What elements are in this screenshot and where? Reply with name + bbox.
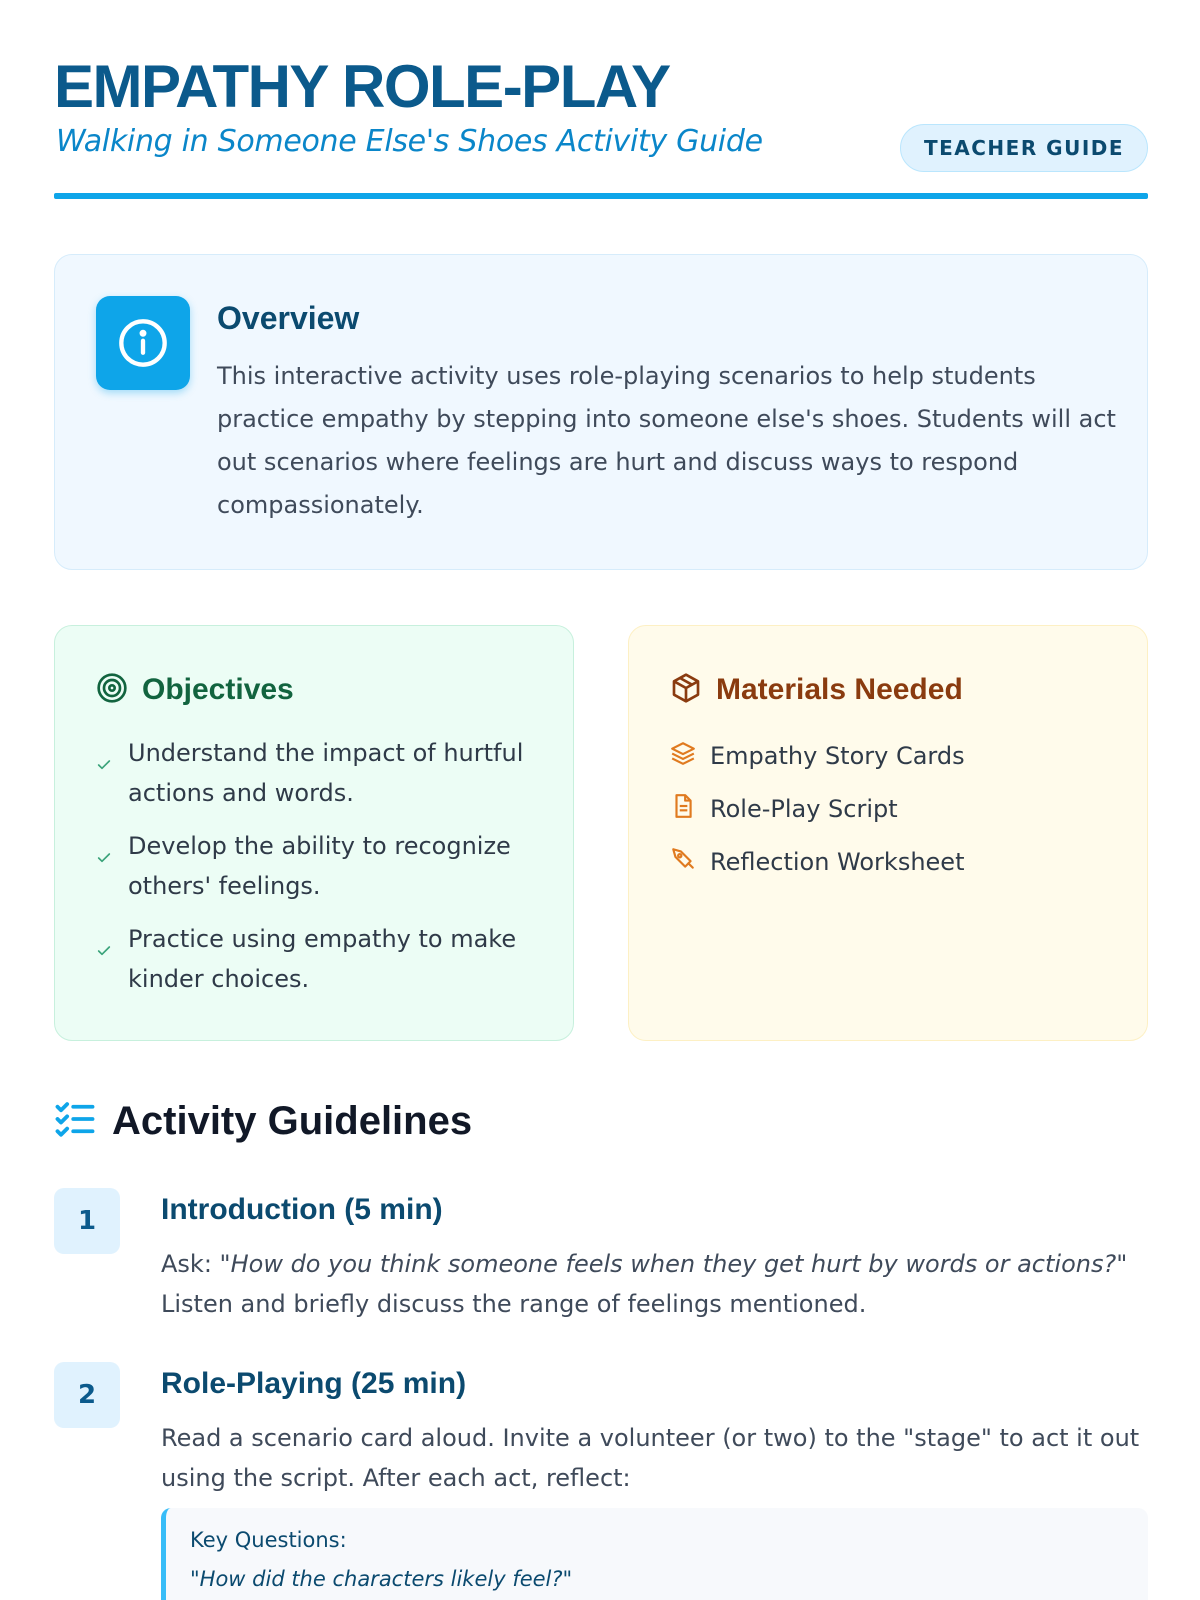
objectives-header	[96, 672, 294, 708]
step-number: 2	[54, 1362, 120, 1428]
document-icon	[670, 793, 696, 825]
step-text: Read a scenario card aloud. Invite a volunteer (or two) to the "stage" to act it out using the script. After each act, reflect:	[161, 1424, 1140, 1492]
pen-tool-icon	[670, 846, 696, 878]
materials-card	[628, 625, 1148, 1041]
check-icon	[96, 838, 112, 878]
step-title: Introduction (5 min)	[161, 1193, 443, 1226]
guidelines-title: Activity Guidelines	[112, 1098, 473, 1143]
key-question-item: "How did the characters likely feel?"	[190, 1567, 573, 1591]
target-icon	[96, 672, 128, 708]
material-label: Reflection Worksheet	[710, 848, 965, 876]
step-number: 1	[54, 1188, 120, 1254]
objectives-card	[54, 625, 574, 1041]
list-item	[670, 736, 965, 776]
teacher-guide-badge: TEACHER GUIDE	[900, 124, 1148, 172]
page-subtitle: Walking in Someone Else's Shoes Activity Guide	[56, 124, 763, 159]
list-item	[670, 789, 965, 829]
overview-card	[54, 254, 1148, 570]
step-title: Role-Playing (25 min)	[161, 1367, 467, 1400]
materials-header	[670, 672, 963, 708]
check-icon	[96, 745, 112, 785]
guidelines-header	[54, 1098, 472, 1144]
step-quote: "How do you think someone feels when they get hurt by words or actions?"	[219, 1250, 1128, 1278]
key-questions-label: Key Questions:	[190, 1528, 347, 1552]
overview-text: This interactive activity uses role-playing scenarios to help students practice empathy by stepping into someone else's shoes. Students will act out scenarios where feelings are hurt and discuss ways to respond compassionately.	[217, 362, 1116, 519]
objectives-list	[96, 733, 536, 1012]
material-label: Empathy Story Cards	[710, 742, 965, 770]
list-item	[96, 919, 536, 999]
objective-text: Understand the impact of hurtful actions and words.	[128, 739, 524, 807]
objective-text: Practice using empathy to make kinder choices.	[128, 925, 517, 993]
material-label: Role-Play Script	[710, 795, 898, 823]
header-divider	[54, 193, 1148, 199]
materials-list	[670, 736, 965, 895]
materials-title: Materials Needed	[716, 673, 963, 706]
page-title: EMPATHY ROLE-PLAY	[54, 53, 670, 120]
check-icon	[96, 931, 112, 971]
key-questions-box	[161, 1508, 1148, 1600]
step-text	[161, 1244, 1146, 1324]
list-item	[670, 842, 965, 882]
list-item	[96, 826, 536, 906]
layers-icon	[670, 740, 696, 772]
list-item	[96, 733, 536, 813]
step-suffix: Listen and briefly discuss the range of feelings mentioned.	[161, 1290, 867, 1318]
step-prefix: Ask:	[161, 1250, 220, 1278]
overview-title: Overview	[217, 300, 360, 336]
objectives-title: Objectives	[142, 673, 294, 706]
checklist-icon	[54, 1098, 96, 1144]
objective-text: Develop the ability to recognize others' feelings.	[128, 832, 511, 900]
box-icon	[670, 672, 702, 708]
info-icon	[96, 296, 190, 390]
